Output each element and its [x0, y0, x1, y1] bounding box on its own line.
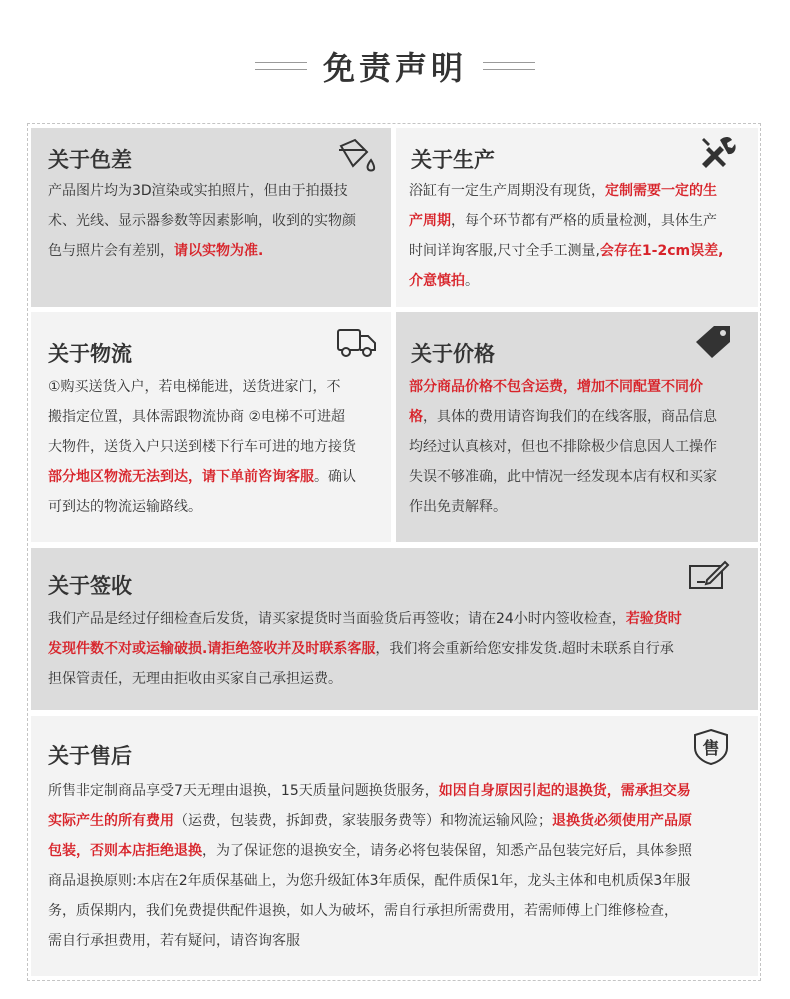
- sign-pen-icon: [687, 556, 731, 594]
- body-line: [409, 206, 754, 236]
- header-right-divider: [483, 62, 535, 70]
- paint-bucket-icon: [335, 136, 379, 174]
- card-body: [48, 776, 748, 956]
- highlight-text: 若验货时: [625, 611, 682, 627]
- body-line: [48, 896, 748, 926]
- body-text: 大物件，送货入户只送到楼下行车可进的地方接货: [48, 439, 356, 455]
- body-text: ，每个环节都有严格的质量检测，具体生产: [451, 213, 717, 229]
- highlight-text: 会存在1-2cm误差,: [599, 243, 724, 259]
- card-title: 关于售后: [48, 744, 132, 768]
- card-body: [48, 176, 388, 266]
- body-line: [409, 236, 754, 266]
- card-body: [409, 176, 754, 296]
- body-line: [409, 372, 754, 402]
- card-price: [396, 312, 758, 542]
- highlight-text: 请以实物为准.: [174, 243, 264, 259]
- card-logistics: [31, 312, 391, 542]
- card-aftersale: [31, 716, 758, 976]
- body-text: 我们产品是经过仔细检查后发货，请买家提货时当面验货后再签收；请在24小时内签收检查，: [48, 611, 626, 627]
- body-text: ①购买送货入户，若电梯能进，送货进家门，不: [48, 379, 341, 395]
- highlight-text: 发现件数不对或运输破损.请拒绝签收并及时联系客服: [48, 641, 376, 657]
- body-line: [48, 806, 748, 836]
- price-tag-icon: [692, 322, 736, 360]
- highlight-text: 退换货必须使用产品原: [552, 813, 692, 829]
- body-line: [48, 372, 388, 402]
- header-left-divider: [255, 62, 307, 70]
- truck-icon: [335, 324, 379, 362]
- card-title: 关于色差: [48, 148, 132, 172]
- body-line: [48, 926, 748, 956]
- card-title: 关于生产: [411, 148, 495, 172]
- card-signing: [31, 548, 758, 710]
- body-text: 可到达的物流运输路线。: [48, 499, 202, 515]
- card-color-difference: [31, 128, 391, 307]
- shield-shou-glyph: 售: [702, 739, 720, 759]
- highlight-text: 格: [409, 409, 423, 425]
- body-text: 商品退换原则:本店在2年质保基础上，为您升级缸体3年质保，配件质保1年，龙头主体和电机质保3年服: [48, 873, 691, 889]
- body-line: [48, 866, 748, 896]
- body-text: 浴缸有一定生产周期没有现货，: [409, 183, 605, 199]
- highlight-text: 定制需要一定的生: [605, 183, 717, 199]
- shield-shou-icon: [689, 728, 733, 766]
- highlight-text: 介意慎拍: [409, 273, 465, 289]
- body-line: [48, 664, 748, 694]
- body-line: [48, 634, 748, 664]
- card-title: 关于签收: [48, 574, 132, 598]
- body-text: 作出免责解释。: [409, 499, 507, 515]
- tools-icon: [694, 134, 738, 172]
- page-header: [0, 40, 790, 92]
- highlight-text: 产周期: [409, 213, 451, 229]
- body-line: [409, 492, 754, 522]
- card-title: 关于物流: [48, 342, 132, 366]
- highlight-text: 部分商品价格不包含运费，增加不同配置不同价: [409, 379, 703, 395]
- card-title: 关于价格: [411, 342, 495, 366]
- highlight-text: 如因自身原因引起的退换货，需承担交易: [438, 783, 691, 799]
- body-line: [48, 492, 388, 522]
- body-text: ，具体的费用请咨询我们的在线客服，商品信息: [423, 409, 717, 425]
- card-body: [48, 604, 748, 694]
- body-line: [48, 776, 748, 806]
- body-text: 。确认: [314, 469, 356, 485]
- card-production: [396, 128, 758, 307]
- body-line: [48, 236, 388, 266]
- highlight-text: 包装，否则本店拒绝退换: [48, 843, 202, 859]
- body-line: [409, 432, 754, 462]
- body-text: 务，质保期内，我们免费提供配件退换，如人为破坏，需自行承担所需费用，若需师傅上门维修检查，: [48, 903, 678, 919]
- body-line: [48, 176, 388, 206]
- body-text: 均经过认真核对，但也不排除极少信息因人工操作: [409, 439, 717, 455]
- page-title: 免责声明: [322, 49, 467, 87]
- body-text: 搬指定位置，具体需跟物流协商 ②电梯不可进超: [48, 409, 345, 425]
- highlight-text: 部分地区物流无法到达，请下单前咨询客服: [48, 469, 314, 485]
- card-body: [409, 372, 754, 522]
- body-text: 术、光线、显示器参数等因素影响，收到的实物颜: [48, 213, 356, 229]
- body-text: 。: [465, 273, 479, 289]
- body-text: ，我们将会重新给您安排发货.超时未联系自行承: [375, 641, 674, 657]
- body-line: [48, 462, 388, 492]
- body-line: [48, 604, 748, 634]
- body-line: [409, 402, 754, 432]
- highlight-text: 实际产生的所有费用: [48, 813, 174, 829]
- card-body: [48, 372, 388, 522]
- body-text: ，为了保证您的退换安全，请务必将包装保留，知悉产品包装完好后，具体参照: [202, 843, 692, 859]
- body-text: 需自行承担费用，若有疑问，请咨询客服: [48, 933, 300, 949]
- body-text: 色与照片会有差别，: [48, 243, 174, 259]
- body-line: [48, 206, 388, 236]
- body-text: 时间详询客服,尺寸全手工测量,: [409, 243, 600, 259]
- body-line: [48, 402, 388, 432]
- body-line: [409, 462, 754, 492]
- body-text: 产品图片均为3D渲染或实拍照片，但由于拍摄技: [48, 183, 348, 199]
- body-text: 所售非定制商品享受7天无理由退换，15天质量问题换货服务，: [48, 783, 439, 799]
- body-line: [409, 176, 754, 206]
- body-text: （运费，包装费，拆卸费，家装服务费等）和物流运输风险；: [174, 813, 552, 829]
- body-text: 失误不够准确，此中情况一经发现本店有权和买家: [409, 469, 717, 485]
- body-line: [48, 836, 748, 866]
- body-line: [48, 432, 388, 462]
- body-text: 担保管责任，无理由拒收由买家自己承担运费。: [48, 671, 342, 687]
- body-line: [409, 266, 754, 296]
